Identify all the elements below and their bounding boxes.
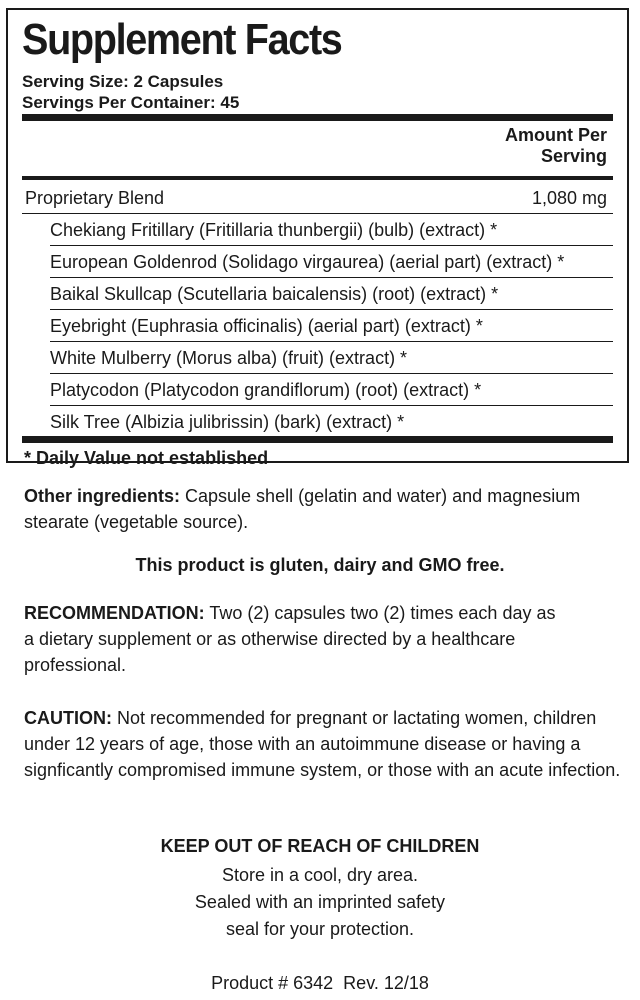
ingredient-name: Silk Tree (Albizia julibrissin) (bark) (extract) * — [50, 412, 405, 432]
supplement-facts-panel — [6, 8, 629, 468]
ingredient-row — [8, 406, 627, 438]
blend-name: Proprietary Blend — [25, 188, 165, 208]
free-statement: This product is gluten, dairy and GMO free. — [135, 555, 505, 575]
recommendation-text: Two (2) capsules two (2) times each day as a dietary supplement or as otherwise directed by a healthcare professional. — [24, 603, 556, 675]
other-ingredients-text: Capsule shell (gelatin and water) and magnesium stearate (vegetable source). — [24, 486, 581, 532]
servings-per-container: Servings Per Container: 45 — [22, 93, 240, 112]
ingredient-row — [8, 374, 627, 406]
ingredient-row — [8, 214, 627, 246]
amount-per-serving-header — [505, 125, 607, 167]
header-rule — [22, 176, 613, 180]
serving-size: Serving Size: 2 Capsules — [22, 72, 224, 91]
daily-value-note: * Daily Value not established — [24, 448, 269, 468]
ingredient-name: White Mulberry (Morus alba) (fruit) (extract) * — [50, 348, 408, 368]
proprietary-blend-row — [22, 182, 613, 214]
ingredient-name: Baikal Skullcap (Scutellaria baicalensis) (root) (extract) * — [50, 284, 499, 304]
storage-line-3: seal for your protection. — [225, 919, 415, 939]
storage-line-2: Sealed with an imprinted safety — [194, 892, 446, 912]
recommendation — [24, 600, 564, 678]
ingredient-name: Chekiang Fritillary (Fritillaria thunbergii) (bulb) (extract) * — [50, 220, 498, 240]
ingredient-row — [8, 310, 627, 342]
other-ingredients-label: Other ingredients: — [24, 486, 181, 506]
facts-title: Supplement Facts — [22, 15, 342, 64]
ingredient-row — [8, 278, 627, 310]
ingredient-list — [8, 214, 627, 438]
caution-text: Not recommended for pregnant or lactating women, children under 12 years of age, those with an autoimmune disease or having a signficantly compromised immune system, or those with an acute infection. — [24, 708, 621, 780]
bottom-thick-rule — [22, 436, 613, 443]
ingredient-name: Platycodon (Platycodon grandiflorum) (root) (extract) * — [50, 380, 482, 400]
caution — [24, 705, 624, 783]
keep-out-of-reach-warning: KEEP OUT OF REACH OF CHILDREN — [160, 836, 480, 856]
product-number: Product # 6342 Rev. 12/18 — [211, 973, 429, 993]
ingredient-name: Eyebright (Euphrasia officinalis) (aerial part) (extract) * — [50, 316, 483, 336]
top-thick-rule — [22, 114, 613, 121]
amount-header-line2: Serving — [540, 146, 607, 166]
ingredient-row — [8, 342, 627, 374]
other-ingredients — [24, 483, 624, 535]
ingredient-name: European Goldenrod (Solidago virgaurea) (aerial part) (extract) * — [50, 252, 565, 272]
blend-amount: 1,080 mg — [531, 188, 607, 208]
storage-line-1: Store in a cool, dry area. — [221, 865, 419, 885]
caution-label: CAUTION: — [24, 708, 112, 728]
ingredient-row — [8, 246, 627, 278]
amount-header-line1: Amount Per — [504, 125, 607, 145]
recommendation-label: RECOMMENDATION: — [24, 603, 205, 623]
